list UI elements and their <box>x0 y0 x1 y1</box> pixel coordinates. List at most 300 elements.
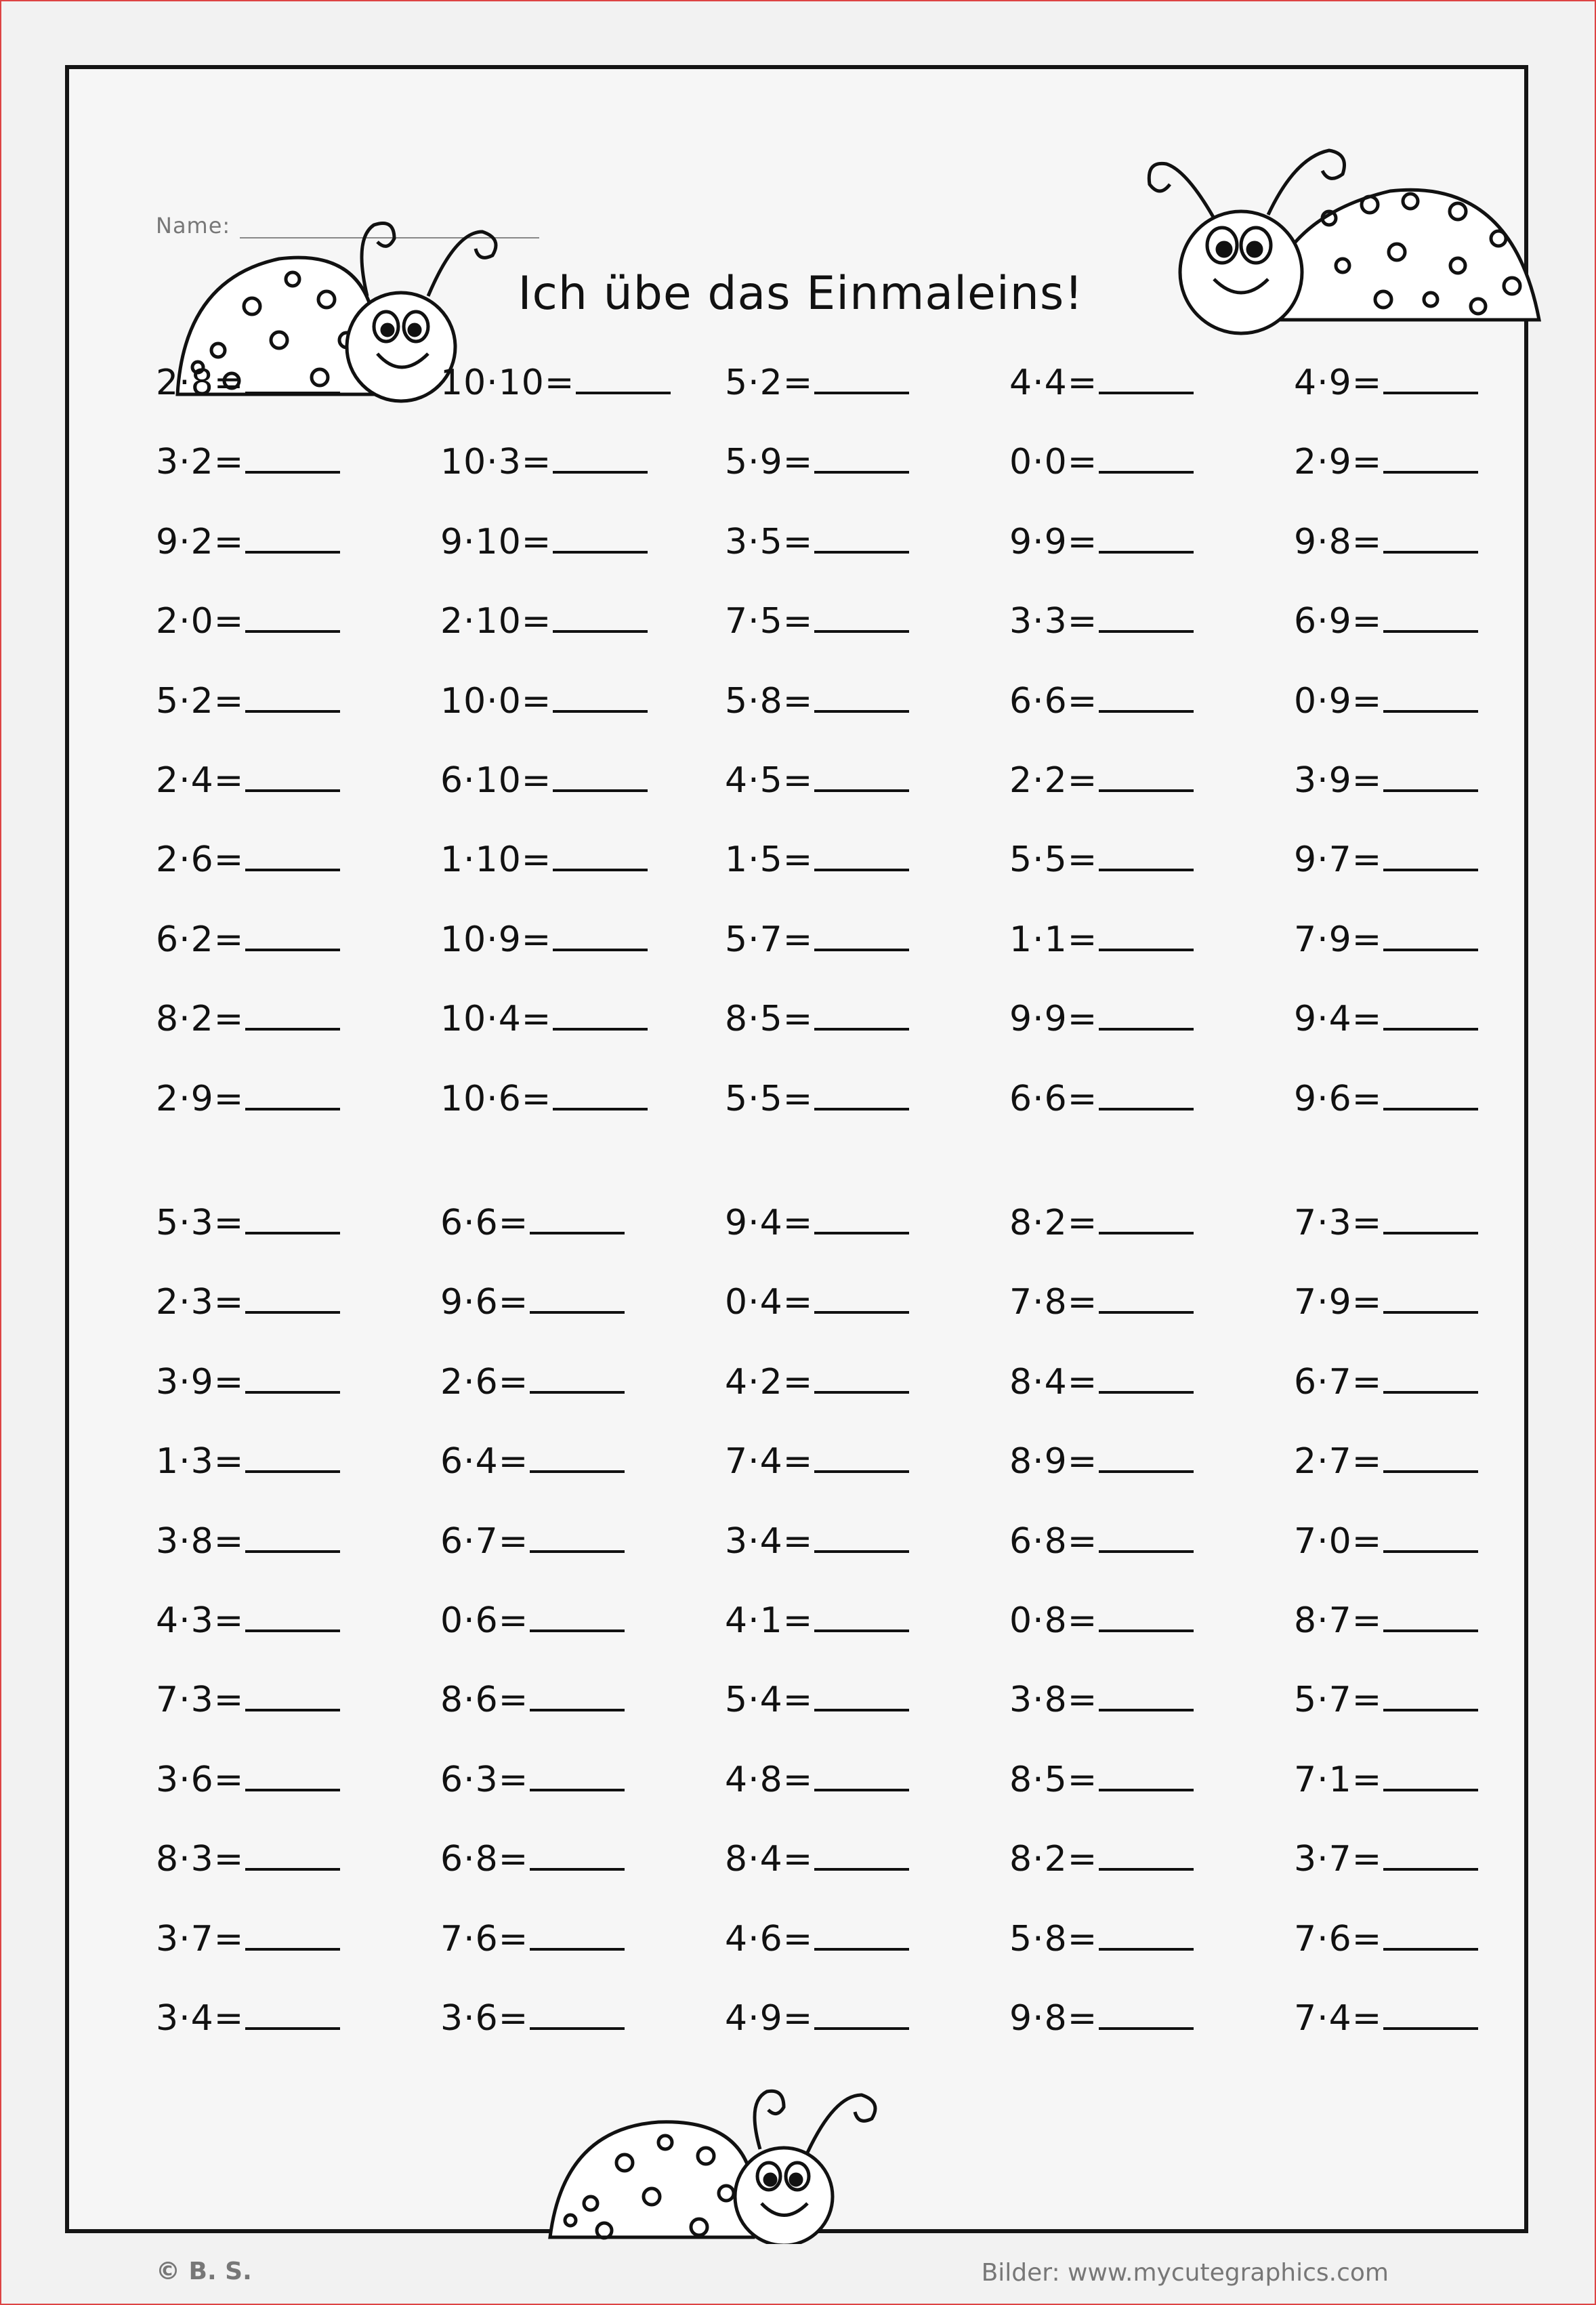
exercise-equation: 8·2= <box>1009 1203 1098 1243</box>
exercise-item <box>725 1515 909 1562</box>
answer-blank[interactable] <box>1099 1753 1194 1791</box>
exercise-item <box>156 675 340 722</box>
exercise-item <box>440 1435 625 1482</box>
exercise-equation: 2·6= <box>440 1361 529 1403</box>
exercise-equation: 9·6= <box>1294 1078 1383 1119</box>
answer-blank[interactable] <box>1383 913 1478 951</box>
exercise-equation: 6·2= <box>156 919 245 960</box>
exercise-equation: 5·3= <box>156 1203 245 1243</box>
answer-blank[interactable] <box>245 516 340 554</box>
answer-blank[interactable] <box>814 1276 909 1314</box>
answer-blank[interactable] <box>1383 1073 1478 1110</box>
worksheet <box>65 65 1528 2287</box>
answer-blank[interactable] <box>1383 516 1478 554</box>
answer-blank[interactable] <box>245 1356 340 1394</box>
answer-blank[interactable] <box>245 1992 340 2030</box>
answer-blank[interactable] <box>814 436 909 474</box>
ladybug-bottom-icon <box>543 2068 923 2244</box>
exercise-item <box>1294 993 1478 1040</box>
answer-blank[interactable] <box>1383 1356 1478 1394</box>
exercise-equation: 5·9= <box>725 442 814 483</box>
exercise-equation: 0·9= <box>1294 680 1383 722</box>
exercise-item <box>440 993 648 1040</box>
exercise-item <box>1294 356 1478 404</box>
exercise-equation: 8·2= <box>1009 1839 1098 1880</box>
answer-blank[interactable] <box>245 1674 340 1711</box>
exercise-equation: 5·5= <box>1009 839 1098 881</box>
exercise-equation: 9·4= <box>1294 999 1383 1040</box>
answer-blank[interactable] <box>814 1913 909 1951</box>
exercise-equation: 2·9= <box>1294 442 1383 483</box>
exercise-equation: 3·6= <box>440 1998 529 2039</box>
answer-blank[interactable] <box>1099 595 1194 633</box>
exercise-item <box>156 754 340 802</box>
exercise-item <box>440 1992 625 2039</box>
exercise-item <box>1294 754 1478 802</box>
exercise-equation: 3·9= <box>1294 760 1383 801</box>
exercise-equation: 2·6= <box>156 839 245 881</box>
answer-blank[interactable] <box>553 993 648 1031</box>
answer-blank[interactable] <box>530 1674 625 1711</box>
exercise-equation: 1·5= <box>725 839 814 881</box>
exercise-equation: 9·4= <box>725 1203 814 1243</box>
exercise-item <box>1009 1515 1194 1562</box>
exercise-item <box>440 833 648 881</box>
exercise-equation: 6·10= <box>440 760 552 801</box>
answer-blank[interactable] <box>1383 754 1478 792</box>
answer-blank[interactable] <box>553 675 648 713</box>
exercise-item <box>1009 1992 1194 2039</box>
exercise-item <box>156 1913 340 1960</box>
exercise-item <box>156 1515 340 1562</box>
exercise-item <box>156 1435 340 1482</box>
exercise-equation: 8·7= <box>1294 1600 1383 1641</box>
exercise-item <box>1294 1992 1478 2039</box>
answer-blank[interactable] <box>1383 993 1478 1031</box>
answer-blank[interactable] <box>814 1992 909 2030</box>
exercise-equation: 9·2= <box>156 521 245 562</box>
exercise-equation: 8·4= <box>725 1839 814 1880</box>
exercise-equation: 1·3= <box>156 1441 245 1482</box>
exercise-equation: 10·0= <box>440 680 552 722</box>
exercise-equation: 8·5= <box>725 999 814 1040</box>
answer-blank[interactable] <box>245 1594 340 1632</box>
exercise-equation: 0·8= <box>1009 1600 1098 1641</box>
exercise-item <box>725 436 909 483</box>
exercise-item <box>1294 1197 1478 1244</box>
exercise-equation: 3·4= <box>725 1520 814 1562</box>
exercise-equation: 7·6= <box>1294 1918 1383 1959</box>
answer-blank[interactable] <box>553 833 648 871</box>
answer-blank[interactable] <box>814 1753 909 1791</box>
exercise-equation: 6·4= <box>440 1441 529 1482</box>
exercise-equation: 4·8= <box>725 1759 814 1800</box>
exercise-item <box>156 516 340 563</box>
exercise-equation: 7·4= <box>1294 1998 1383 2039</box>
exercise-equation: 2·9= <box>156 1078 245 1119</box>
exercise-equation: 9·7= <box>1294 839 1383 881</box>
exercise-equation: 10·10= <box>440 362 575 403</box>
exercise-equation: 8·2= <box>156 999 245 1040</box>
answer-blank[interactable] <box>1383 1515 1478 1553</box>
answer-blank[interactable] <box>1099 993 1194 1031</box>
answer-blank[interactable] <box>1099 1992 1194 2030</box>
exercise-item <box>1294 1073 1478 1120</box>
exercise-equation: 1·1= <box>1009 919 1098 960</box>
exercise-equation: 0·4= <box>725 1282 814 1323</box>
exercise-item <box>1294 913 1478 961</box>
answer-blank[interactable] <box>1383 833 1478 871</box>
answer-blank[interactable] <box>814 356 909 394</box>
answer-blank[interactable] <box>1099 1197 1194 1234</box>
exercise-equation: 10·9= <box>440 919 552 960</box>
exercise-equation: 9·9= <box>1009 521 1098 562</box>
exercise-item <box>725 1674 909 1721</box>
exercise-item <box>156 833 340 881</box>
exercise-item <box>725 1992 909 2039</box>
exercise-equation: 7·1= <box>1294 1759 1383 1800</box>
answer-blank[interactable] <box>530 1992 625 2030</box>
answer-blank[interactable] <box>814 1674 909 1711</box>
exercise-item <box>156 1356 340 1403</box>
answer-blank[interactable] <box>1383 436 1478 474</box>
exercise-item <box>440 754 648 802</box>
exercise-equation: 5·8= <box>1009 1918 1098 1959</box>
answer-blank[interactable] <box>814 1594 909 1632</box>
answer-blank[interactable] <box>814 833 909 871</box>
exercise-equation: 2·4= <box>156 760 245 801</box>
exercise-equation: 4·3= <box>156 1600 245 1641</box>
answer-blank[interactable] <box>814 1435 909 1473</box>
answer-blank[interactable] <box>245 356 340 394</box>
answer-blank[interactable] <box>245 595 340 633</box>
answer-blank[interactable] <box>245 1197 340 1234</box>
answer-blank[interactable] <box>530 1276 625 1314</box>
copyright-label: © B. S. <box>156 2258 252 2285</box>
exercise-equation: 8·6= <box>440 1680 529 1721</box>
answer-blank[interactable] <box>1383 1594 1478 1632</box>
exercise-equation: 7·8= <box>1009 1282 1098 1323</box>
answer-blank[interactable] <box>814 1833 909 1871</box>
exercise-equation: 5·2= <box>156 680 245 722</box>
exercise-item <box>1294 516 1478 563</box>
exercise-item <box>725 1753 909 1801</box>
exercise-equation: 7·4= <box>725 1441 814 1482</box>
exercise-item <box>156 595 340 642</box>
exercise-item <box>1009 675 1194 722</box>
exercise-item <box>725 356 909 404</box>
exercise-equation: 2·8= <box>156 362 245 403</box>
exercise-item <box>156 913 340 961</box>
exercise-item <box>156 1992 340 2039</box>
ladybug-right-icon <box>1106 96 1580 354</box>
exercise-equation: 9·8= <box>1294 521 1383 562</box>
exercise-item <box>1294 1594 1478 1642</box>
answer-blank[interactable] <box>1383 675 1478 713</box>
exercise-equation: 5·4= <box>725 1680 814 1721</box>
exercise-equation: 3·7= <box>1294 1839 1383 1880</box>
answer-blank[interactable] <box>1383 1674 1478 1711</box>
exercise-equation: 3·8= <box>1009 1680 1098 1721</box>
exercise-equation: 8·3= <box>156 1839 245 1880</box>
answer-blank[interactable] <box>553 436 648 474</box>
exercise-item <box>725 675 909 722</box>
answer-blank[interactable] <box>1099 1276 1194 1314</box>
answer-blank[interactable] <box>530 1594 625 1632</box>
answer-blank[interactable] <box>245 993 340 1031</box>
answer-blank[interactable] <box>1099 1833 1194 1871</box>
answer-blank[interactable] <box>814 993 909 1031</box>
exercise-equation: 10·3= <box>440 442 552 483</box>
exercise-equation: 4·9= <box>725 1998 814 2039</box>
exercise-equation: 7·9= <box>1294 919 1383 960</box>
answer-blank[interactable] <box>245 1753 340 1791</box>
answer-blank[interactable] <box>1099 516 1194 554</box>
exercise-equation: 6·7= <box>440 1520 529 1562</box>
exercise-item <box>1294 1356 1478 1403</box>
answer-blank[interactable] <box>1383 1992 1478 2030</box>
exercise-equation: 2·10= <box>440 601 552 642</box>
answer-blank[interactable] <box>814 516 909 554</box>
answer-blank[interactable] <box>530 1515 625 1553</box>
answer-blank[interactable] <box>553 595 648 633</box>
exercise-item <box>440 913 648 961</box>
exercise-equation: 0·0= <box>1009 442 1098 483</box>
exercise-equation: 6·3= <box>440 1759 529 1800</box>
answer-blank[interactable] <box>1383 1276 1478 1314</box>
exercise-equation: 3·3= <box>1009 601 1098 642</box>
exercise-equation: 3·5= <box>725 521 814 562</box>
exercise-equation: 5·7= <box>1294 1680 1383 1721</box>
answer-blank[interactable] <box>1099 913 1194 951</box>
answer-blank[interactable] <box>530 1197 625 1234</box>
exercise-equation: 7·3= <box>156 1680 245 1721</box>
exercise-item <box>156 436 340 483</box>
exercise-equation: 4·4= <box>1009 362 1098 403</box>
exercise-item <box>1009 1073 1194 1120</box>
exercise-equation: 3·7= <box>156 1918 245 1959</box>
exercise-item <box>1294 1276 1478 1323</box>
exercise-item <box>440 516 648 563</box>
answer-blank[interactable] <box>1383 1753 1478 1791</box>
answer-blank[interactable] <box>245 1435 340 1473</box>
exercise-item <box>156 1197 340 1244</box>
answer-blank[interactable] <box>1383 1833 1478 1871</box>
exercise-equation: 5·7= <box>725 919 814 960</box>
answer-blank[interactable] <box>576 356 671 394</box>
exercise-equation: 0·6= <box>440 1600 529 1641</box>
exercise-equation: 7·9= <box>1294 1282 1383 1323</box>
answer-blank[interactable] <box>553 913 648 951</box>
answer-blank[interactable] <box>553 1073 648 1110</box>
exercise-equation: 6·9= <box>1294 601 1383 642</box>
answer-blank[interactable] <box>530 1435 625 1473</box>
exercise-item <box>440 436 648 483</box>
exercise-item <box>1294 675 1478 722</box>
exercise-item <box>725 1435 909 1482</box>
answer-blank[interactable] <box>553 516 648 554</box>
exercise-item <box>725 1594 909 1642</box>
answer-blank[interactable] <box>245 1276 340 1314</box>
exercise-item <box>1294 1753 1478 1801</box>
exercise-equation: 4·5= <box>725 760 814 801</box>
exercise-equation: 8·4= <box>1009 1361 1098 1403</box>
answer-blank[interactable] <box>245 833 340 871</box>
exercise-item <box>1294 1913 1478 1960</box>
exercise-item <box>1009 1833 1194 1880</box>
answer-blank[interactable] <box>814 1073 909 1110</box>
answer-blank[interactable] <box>814 913 909 951</box>
answer-blank[interactable] <box>1099 1913 1194 1951</box>
exercise-equation: 3·9= <box>156 1361 245 1403</box>
exercise-item <box>1009 356 1194 404</box>
exercise-equation: 7·0= <box>1294 1520 1383 1562</box>
answer-blank[interactable] <box>1383 1435 1478 1473</box>
answer-blank[interactable] <box>1099 754 1194 792</box>
exercise-item <box>1009 1674 1194 1721</box>
exercise-item <box>1009 1913 1194 1960</box>
exercise-item <box>725 833 909 881</box>
answer-blank[interactable] <box>814 1197 909 1234</box>
exercise-equation: 9·6= <box>440 1282 529 1323</box>
exercise-item <box>725 754 909 802</box>
exercise-item <box>1009 1356 1194 1403</box>
answer-blank[interactable] <box>1383 1197 1478 1234</box>
exercise-item <box>1294 1435 1478 1482</box>
answer-blank[interactable] <box>1383 1913 1478 1951</box>
answer-blank[interactable] <box>1099 1356 1194 1394</box>
answer-blank[interactable] <box>814 675 909 713</box>
exercise-item <box>1009 833 1194 881</box>
answer-blank[interactable] <box>530 1833 625 1871</box>
exercise-item <box>725 1276 909 1323</box>
answer-blank[interactable] <box>1099 675 1194 713</box>
exercise-equation: 6·6= <box>1009 680 1098 722</box>
exercise-item <box>725 1073 909 1120</box>
answer-blank[interactable] <box>245 754 340 792</box>
exercise-equation: 4·9= <box>1294 362 1383 403</box>
exercise-item <box>725 1833 909 1880</box>
exercise-item <box>1009 1197 1194 1244</box>
exercise-item <box>156 1674 340 1721</box>
exercise-item <box>725 516 909 563</box>
exercise-equation: 2·2= <box>1009 760 1098 801</box>
answer-blank[interactable] <box>553 754 648 792</box>
answer-blank[interactable] <box>245 436 340 474</box>
exercise-item <box>156 1073 340 1120</box>
answer-blank[interactable] <box>814 1356 909 1394</box>
answer-blank[interactable] <box>245 675 340 713</box>
exercise-item <box>440 1913 625 1960</box>
exercise-equation: 2·3= <box>156 1282 245 1323</box>
page-title: Ich übe das Einmaleins! <box>518 267 1084 320</box>
exercise-equation: 7·6= <box>440 1918 529 1959</box>
answer-blank[interactable] <box>1383 356 1478 394</box>
exercise-equation: 1·10= <box>440 839 552 881</box>
exercise-equation: 2·7= <box>1294 1441 1383 1482</box>
exercise-item <box>440 1594 625 1642</box>
exercise-item <box>440 675 648 722</box>
image-credit: Bilder: www.mycutegraphics.com <box>981 2259 1389 2287</box>
exercise-item <box>440 1833 625 1880</box>
exercise-equation: 7·3= <box>1294 1203 1383 1243</box>
exercise-equation: 3·2= <box>156 442 245 483</box>
answer-blank[interactable] <box>1099 356 1194 394</box>
exercise-item <box>440 356 671 404</box>
exercise-equation: 6·7= <box>1294 1361 1383 1403</box>
exercise-item <box>1009 1594 1194 1642</box>
exercise-item <box>1009 754 1194 802</box>
answer-blank[interactable] <box>245 913 340 951</box>
exercise-item <box>440 1073 648 1120</box>
exercise-equation: 3·6= <box>156 1759 245 1800</box>
answer-blank[interactable] <box>530 1753 625 1791</box>
exercise-item <box>1009 993 1194 1040</box>
answer-blank[interactable] <box>530 1356 625 1394</box>
answer-blank[interactable] <box>245 1515 340 1553</box>
exercise-equation: 2·0= <box>156 601 245 642</box>
exercise-item <box>440 1276 625 1323</box>
exercise-item <box>1294 833 1478 881</box>
exercise-item <box>1009 516 1194 563</box>
answer-blank[interactable] <box>1099 1435 1194 1473</box>
answer-blank[interactable] <box>1099 1594 1194 1632</box>
exercise-equation: 7·5= <box>725 601 814 642</box>
exercise-item <box>1294 436 1478 483</box>
exercise-equation: 3·8= <box>156 1520 245 1562</box>
exercise-item <box>725 595 909 642</box>
exercise-item <box>725 1356 909 1403</box>
answer-blank[interactable] <box>1099 1073 1194 1110</box>
exercise-item <box>1009 595 1194 642</box>
answer-blank[interactable] <box>245 1833 340 1871</box>
exercise-item <box>156 356 340 404</box>
exercise-equation: 9·10= <box>440 521 552 562</box>
exercise-item <box>440 1515 625 1562</box>
exercise-item <box>156 993 340 1040</box>
exercise-item <box>1009 1435 1194 1482</box>
exercise-equation: 4·2= <box>725 1361 814 1403</box>
answer-blank[interactable] <box>530 1913 625 1951</box>
exercise-item <box>1294 595 1478 642</box>
answer-blank[interactable] <box>814 595 909 633</box>
exercise-item <box>440 1197 625 1244</box>
exercise-item <box>1009 1276 1194 1323</box>
exercise-item <box>725 1197 909 1244</box>
exercise-equation: 6·6= <box>440 1203 529 1243</box>
answer-blank[interactable] <box>1099 833 1194 871</box>
exercise-item <box>156 1753 340 1801</box>
answer-blank[interactable] <box>814 1515 909 1553</box>
answer-blank[interactable] <box>814 754 909 792</box>
exercise-item <box>440 1674 625 1721</box>
exercise-equation: 10·4= <box>440 999 552 1040</box>
answer-blank[interactable] <box>245 1913 340 1951</box>
exercise-item <box>1009 436 1194 483</box>
exercise-equation: 8·9= <box>1009 1441 1098 1482</box>
answer-blank[interactable] <box>245 1073 340 1110</box>
answer-blank[interactable] <box>1383 595 1478 633</box>
exercise-equation: 6·6= <box>1009 1078 1098 1119</box>
answer-blank[interactable] <box>1099 1674 1194 1711</box>
answer-blank[interactable] <box>1099 1515 1194 1553</box>
exercise-item <box>440 595 648 642</box>
answer-blank[interactable] <box>1099 436 1194 474</box>
exercise-equation: 9·8= <box>1009 1998 1098 2039</box>
exercise-equation: 5·2= <box>725 362 814 403</box>
exercise-equation: 5·8= <box>725 680 814 722</box>
exercise-equation: 5·5= <box>725 1078 814 1119</box>
